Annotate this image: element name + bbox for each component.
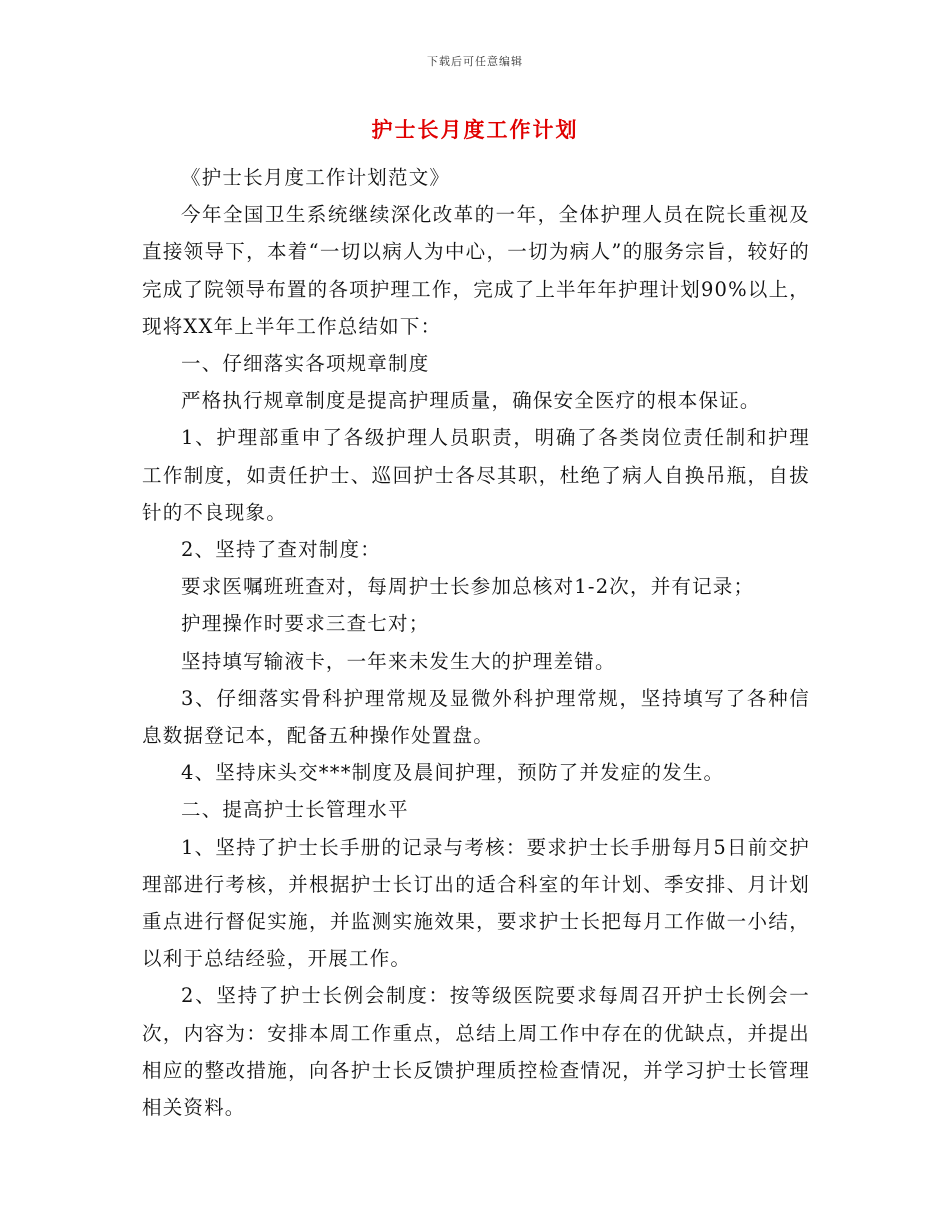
page-header-note: 下载后可任意编辑 <box>427 55 523 68</box>
list-item: 1、坚持了护士长手册的记录与考核：要求护士长手册每月5日前交护理部进行考核，并根据护士长订出的适合科室的年计划、季安排、月计划重点进行督促实施，并监测实施效果，要求护士长把每月工作做一小结，以利于总结经验，开展工作。 <box>142 835 810 971</box>
paragraph: 严格执行规章制度是提高护理质量，确保安全医疗的根本保证。 <box>181 389 761 413</box>
document-body <box>142 159 810 1126</box>
list-item: 1、护理部重申了各级护理人员职责，明确了各类岗位责任制和护理工作制度，如责任护士、巡回护士各尽其职，杜绝了病人自换吊瓶，自拔针的不良现象。 <box>142 426 810 524</box>
paragraph: 护理操作时要求三查七对； <box>181 612 430 636</box>
paragraph: 坚持填写输液卡，一年来未发生大的护理差错。 <box>181 649 616 673</box>
list-item: 4、坚持床头交***制度及晨间护理，预防了并发症的发生。 <box>181 761 725 785</box>
paragraph-intro: 今年全国卫生系统继续深化改革的一年，全体护理人员在院长重视及直接领导下，本着“一切以病人为中心，一切为病人”的服务宗旨，较好的完成了院领导布置的各项护理工作，完成了上半年年护理计划90%以上，现将XX年上半年工作总结如下： <box>142 203 810 338</box>
list-item: 3、仔细落实骨科护理常规及显微外科护理常规，坚持填写了各种信息数据登记本，配备五种操作处置盘。 <box>142 686 810 748</box>
list-item: 2、坚持了护士长例会制度：按等级医院要求每周召开护士长例会一次，内容为：安排本周工作重点，总结上周工作中存在的优缺点，并提出相应的整改措施，向各护士长反馈护理质控检查情况，并学习护士长管理相关资料。 <box>142 984 810 1120</box>
paragraph-subtitle: 《护士长月度工作计划范文》 <box>181 166 451 189</box>
section-heading-1: 一、仔细落实各项规章制度 <box>181 352 430 376</box>
document-title: 护士长月度工作计划 <box>371 117 579 142</box>
paragraph: 要求医嘱班班查对，每周护士长参加总核对1-2次，并有记录； <box>181 575 755 599</box>
list-item: 2、坚持了查对制度： <box>181 538 381 562</box>
section-heading-2: 二、提高护士长管理水平 <box>181 798 409 822</box>
